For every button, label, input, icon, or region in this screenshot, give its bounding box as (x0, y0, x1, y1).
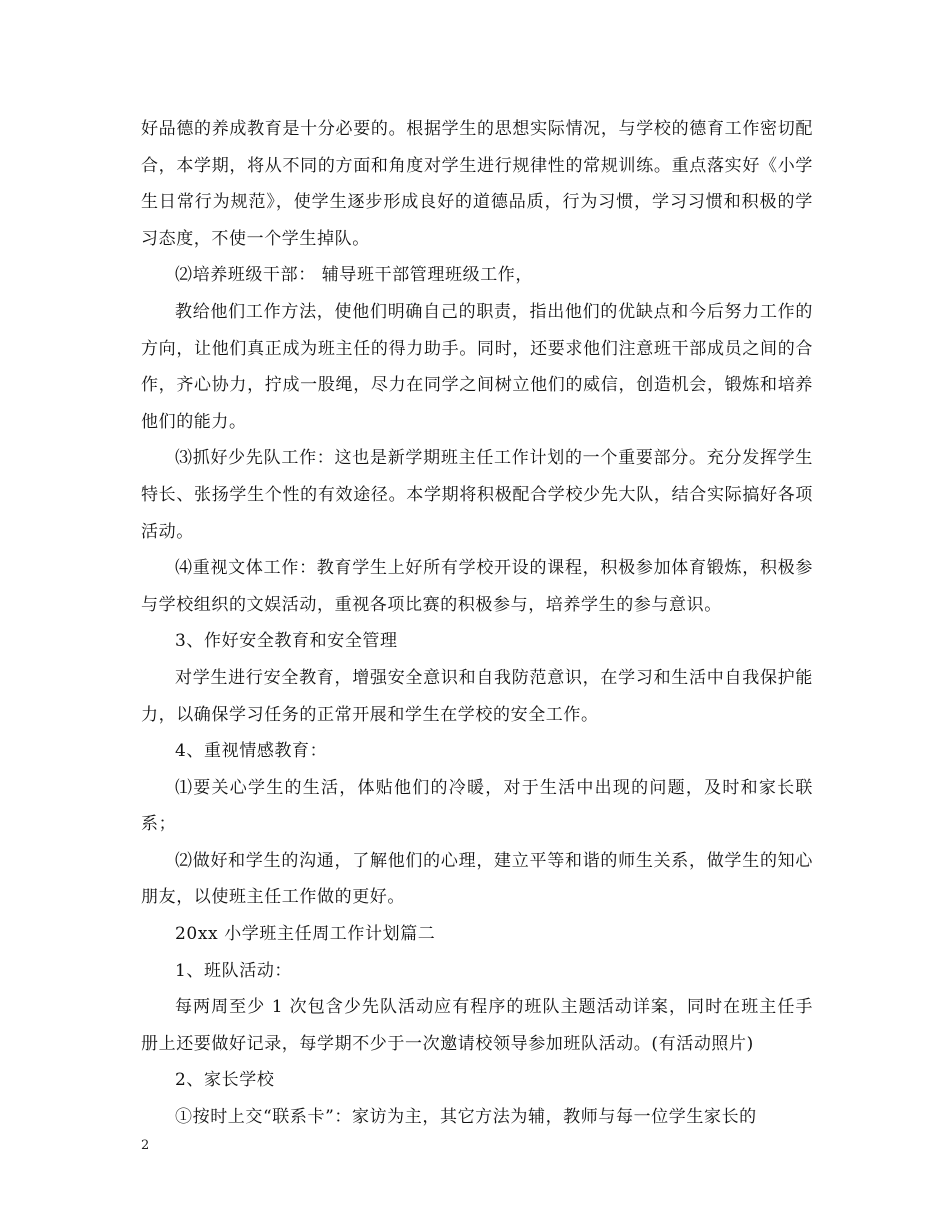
section-heading: 2、家长学校 (175, 1070, 275, 1091)
section-heading: 4、重视情感教育： (175, 741, 328, 762)
document-body (141, 111, 813, 1136)
paragraph: ⑶抓好少先队工作：这也是新学期班主任工作计划的一个重要部分。充分发挥学生特长、张扬学生个性的有效途径。本学期将积极配合学校少先大队，结合实际搞好各项活动。 (141, 448, 813, 542)
page-number: 2 (141, 1138, 150, 1153)
section-heading: 3、作好安全教育和安全管理 (175, 631, 398, 652)
paragraph: ⑷重视文体工作：教育学生上好所有学校开设的课程，积极参加体育锻炼，积极参与学校组织的文娱活动，重视各项比赛的积极参与，培养学生的参与意识。 (141, 558, 813, 615)
paragraph: 对学生进行安全教育，增强安全意识和自我防范意识，在学习和生活中自我保护能力，以确保学习任务的正常开展和学生在学校的安全工作。 (141, 667, 813, 725)
paragraph: ⑴要关心学生的生活，体贴他们的冷暖，对于生活中出现的问题，及时和家长联系； (141, 777, 813, 835)
paragraph: 教给他们工作方法，使他们明确自己的职责，指出他们的优缺点和今后努力工作的方向，让他们真正成为班主任的得力助手。同时，还要求他们注意班干部成员之间的合作，齐心协力，拧成一股绳，尽力在同学之间树立他们的威信，创造机会，锻炼和培养他们的能力。 (141, 301, 813, 432)
paragraph: 每两周至少 1 次包含少先队活动应有程序的班队主题活动详案，同时在班主任手册上还要做好记录，每学期不少于一次邀请校领导参加班队活动。(有活动照片) (141, 997, 813, 1054)
article-title: 20xx 小学班主任周工作计划篇二 (175, 924, 436, 945)
paragraph: 好品德的养成教育是十分必要的。根据学生的思想实际情况，与学校的德育工作密切配合，本学期，将从不同的方面和角度对学生进行规律性的常规训练。重点落实好《小学生日常行为规范》，使学生逐步形成良好的道德品质，行为习惯，学习习惯和积极的学习态度，不使一个学生掉队。 (141, 119, 813, 249)
paragraph: ⑵培养班级干部： 辅导班干部管理班级工作， (175, 265, 534, 286)
section-heading: 1、班队活动： (175, 960, 293, 981)
paragraph: ①按时上交“联系卡”：家访为主，其它方法为辅，教师与每一位学生家长的 (175, 1107, 757, 1128)
paragraph: ⑵做好和学生的沟通，了解他们的心理，建立平等和谐的师生关系，做学生的知心朋友，以使班主任工作做的更好。 (141, 850, 813, 908)
